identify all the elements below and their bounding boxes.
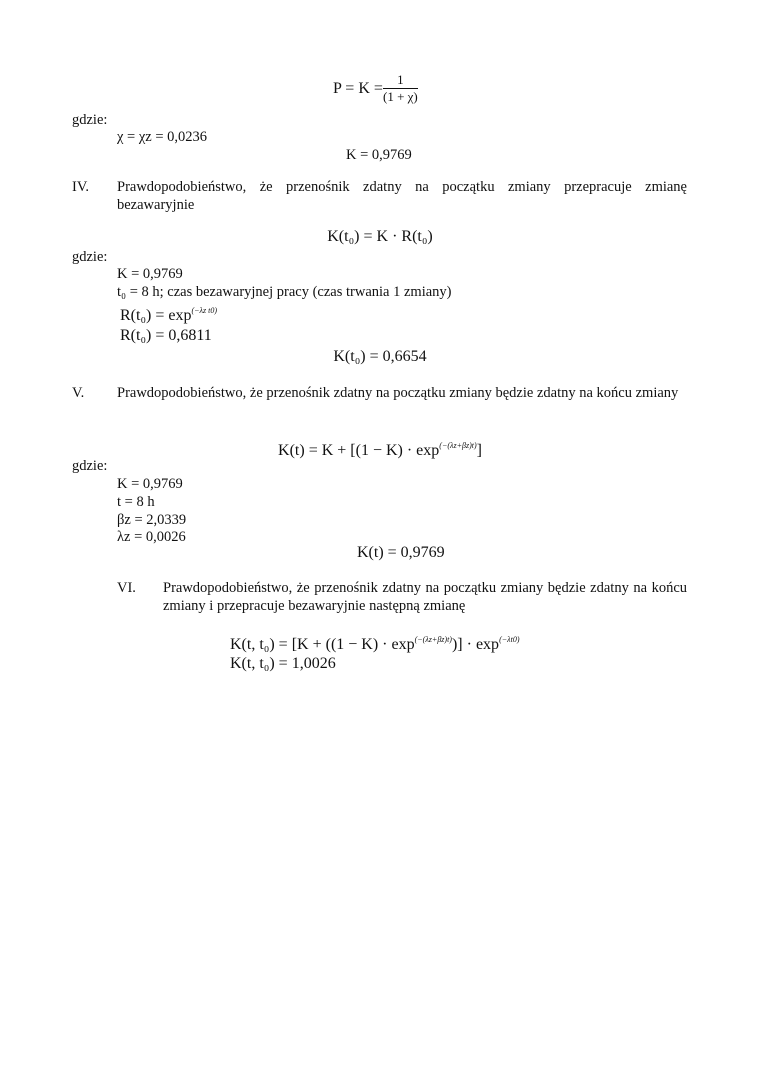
r-formula-exponent: (−λz t0) xyxy=(191,306,218,315)
section-vi-formula xyxy=(230,631,519,654)
section-iv-number: IV. xyxy=(72,179,90,195)
formula-mid: )] · exp xyxy=(451,636,500,653)
fraction-denominator: (1 + χ) xyxy=(383,89,418,104)
formula-p-lhs: P = K = xyxy=(333,80,383,97)
formula-exponent-2: (−λt0) xyxy=(499,635,520,644)
section-iv-text: Prawdopodobieństwo, że przenośnik zdatny na początku zmiany przepracuje zmianę bezawaryjnie xyxy=(117,179,687,213)
section-iv-result: K(t₀) = 0,6654 xyxy=(333,348,427,365)
formula-exponent: (−(λz+βz)t) xyxy=(439,441,477,450)
k-result: K = 0,9769 xyxy=(346,147,412,163)
fraction-numerator: 1 xyxy=(383,72,418,89)
formula-main: K(t) = K + [(1 − K) · exp xyxy=(278,442,440,459)
section-v-text: Prawdopodobieństwo, że przenośnik zdatny na początku zmiany będzie zdatny na końcu zmiany xyxy=(117,385,679,401)
gdzie-label: gdzie: xyxy=(72,249,108,265)
section-v-result: K(t) = 0,9769 xyxy=(357,544,445,561)
given-k: K = 0,9769 xyxy=(117,266,183,282)
section-v-formula xyxy=(0,437,760,460)
formula-exponent: (−(λz+βz)t) xyxy=(414,635,452,644)
given-k: K = 0,9769 xyxy=(117,476,183,492)
gdzie-label: gdzie: xyxy=(72,458,108,474)
given-t: t = 8 h xyxy=(117,494,155,510)
formula-main: K(t, t₀) = [K + ((1 − K) · exp xyxy=(230,636,415,653)
given-beta: βz = 2,0339 xyxy=(117,512,187,528)
formula-p-fraction xyxy=(383,72,418,105)
r-formula xyxy=(120,302,217,325)
given-t0: t₀ = 8 h; czas bezawaryjnej pracy (czas trwania 1 zmiany) xyxy=(117,284,452,300)
section-vi-result: K(t, t₀) = 1,0026 xyxy=(230,655,336,672)
section-vi-text: Prawdopodobieństwo, że przenośnik zdatny na początku zmiany będzie zdatny na końcu zmiany i przepracuje bezawaryjnie następną zmianę xyxy=(163,580,687,614)
section-vi-number: VI. xyxy=(117,580,136,596)
formula-tail: ] xyxy=(476,442,482,459)
gdzie-label: gdzie: xyxy=(72,112,108,128)
given-lambda: λz = 0,0026 xyxy=(117,529,186,545)
r-result: R(t₀) = 0,6811 xyxy=(120,327,212,344)
section-v-number: V. xyxy=(72,385,85,401)
chi-line: χ = χz = 0,0236 xyxy=(117,129,208,145)
r-formula-main: R(t₀) = exp xyxy=(120,307,192,324)
section-iv-formula: K(t₀) = K · R(t₀) xyxy=(327,228,433,245)
